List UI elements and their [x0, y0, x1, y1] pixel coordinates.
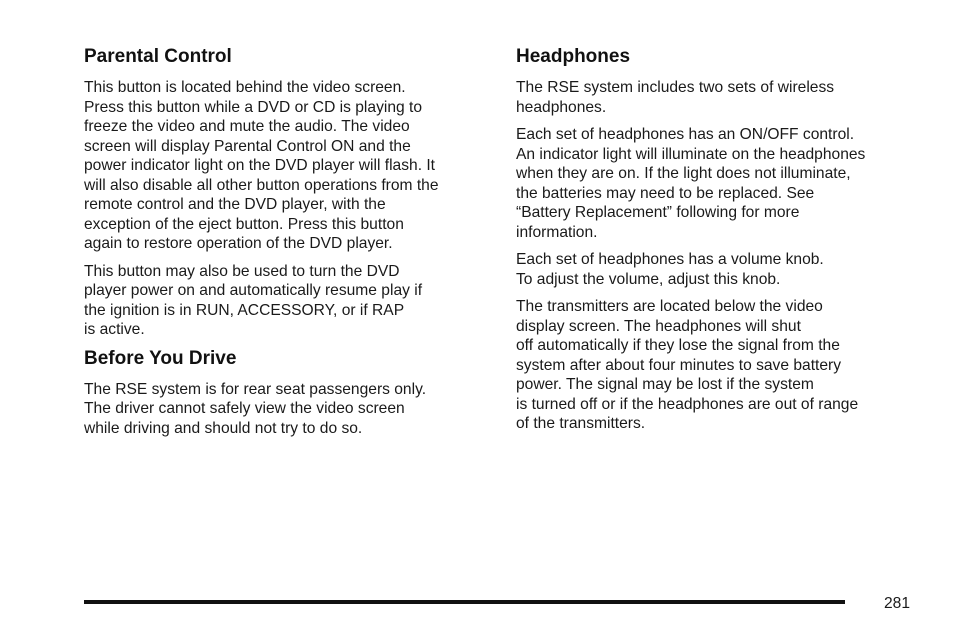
headphones-heading: Headphones: [516, 46, 631, 67]
headphones-section: [516, 46, 918, 434]
left-column: [84, 46, 486, 446]
headphones-paragraph-2: Each set of headphones has an ON/OFF control. An indicator light will illuminate on the headphones when they are on. If the light does not illuminate, the batteries may need to be replaced. See “Battery Replacement” following for more information.: [516, 126, 866, 241]
parental-control-paragraph-1: This button is located behind the video screen. Press this button while a DVD or CD is playing to freeze the video and mute the audio. The video screen will display Parental Control ON and the power indicator light on the DVD player will flash. It will also disable all other button operations from the remote control and the DVD player, with the exception of the eject button. Press this button again to restore operation of the DVD player.: [84, 79, 439, 252]
page-number: 281: [884, 595, 911, 612]
before-you-drive-section: [84, 348, 486, 439]
headphones-paragraph-1: The RSE system includes two sets of wireless headphones.: [516, 79, 835, 116]
before-you-drive-paragraph: The RSE system is for rear seat passengers only. The driver cannot safely view the video screen while driving and should not try to do so.: [84, 380, 427, 437]
headphones-paragraph-3: Each set of headphones has a volume knob. To adjust the volume, adjust this knob.: [516, 251, 824, 288]
parental-control-section: [84, 46, 486, 340]
parental-control-heading: Parental Control: [84, 46, 232, 67]
before-you-drive-heading: Before You Drive: [84, 347, 237, 369]
parental-control-paragraph-2: This button may also be used to turn the DVD player power on and automatically resume play if the ignition is in RUN, ACCESSORY, or if RAP is active.: [84, 262, 423, 338]
right-column: [516, 46, 918, 442]
headphones-paragraph-4: The transmitters are located below the video display screen. The headphones will shut off automatically if they lose the signal from the system after about four minutes to save battery power. The signal may be lost if the system is turned off or if the headphones are out of range of the transmitters.: [516, 298, 859, 432]
footer-rule: [84, 600, 845, 604]
